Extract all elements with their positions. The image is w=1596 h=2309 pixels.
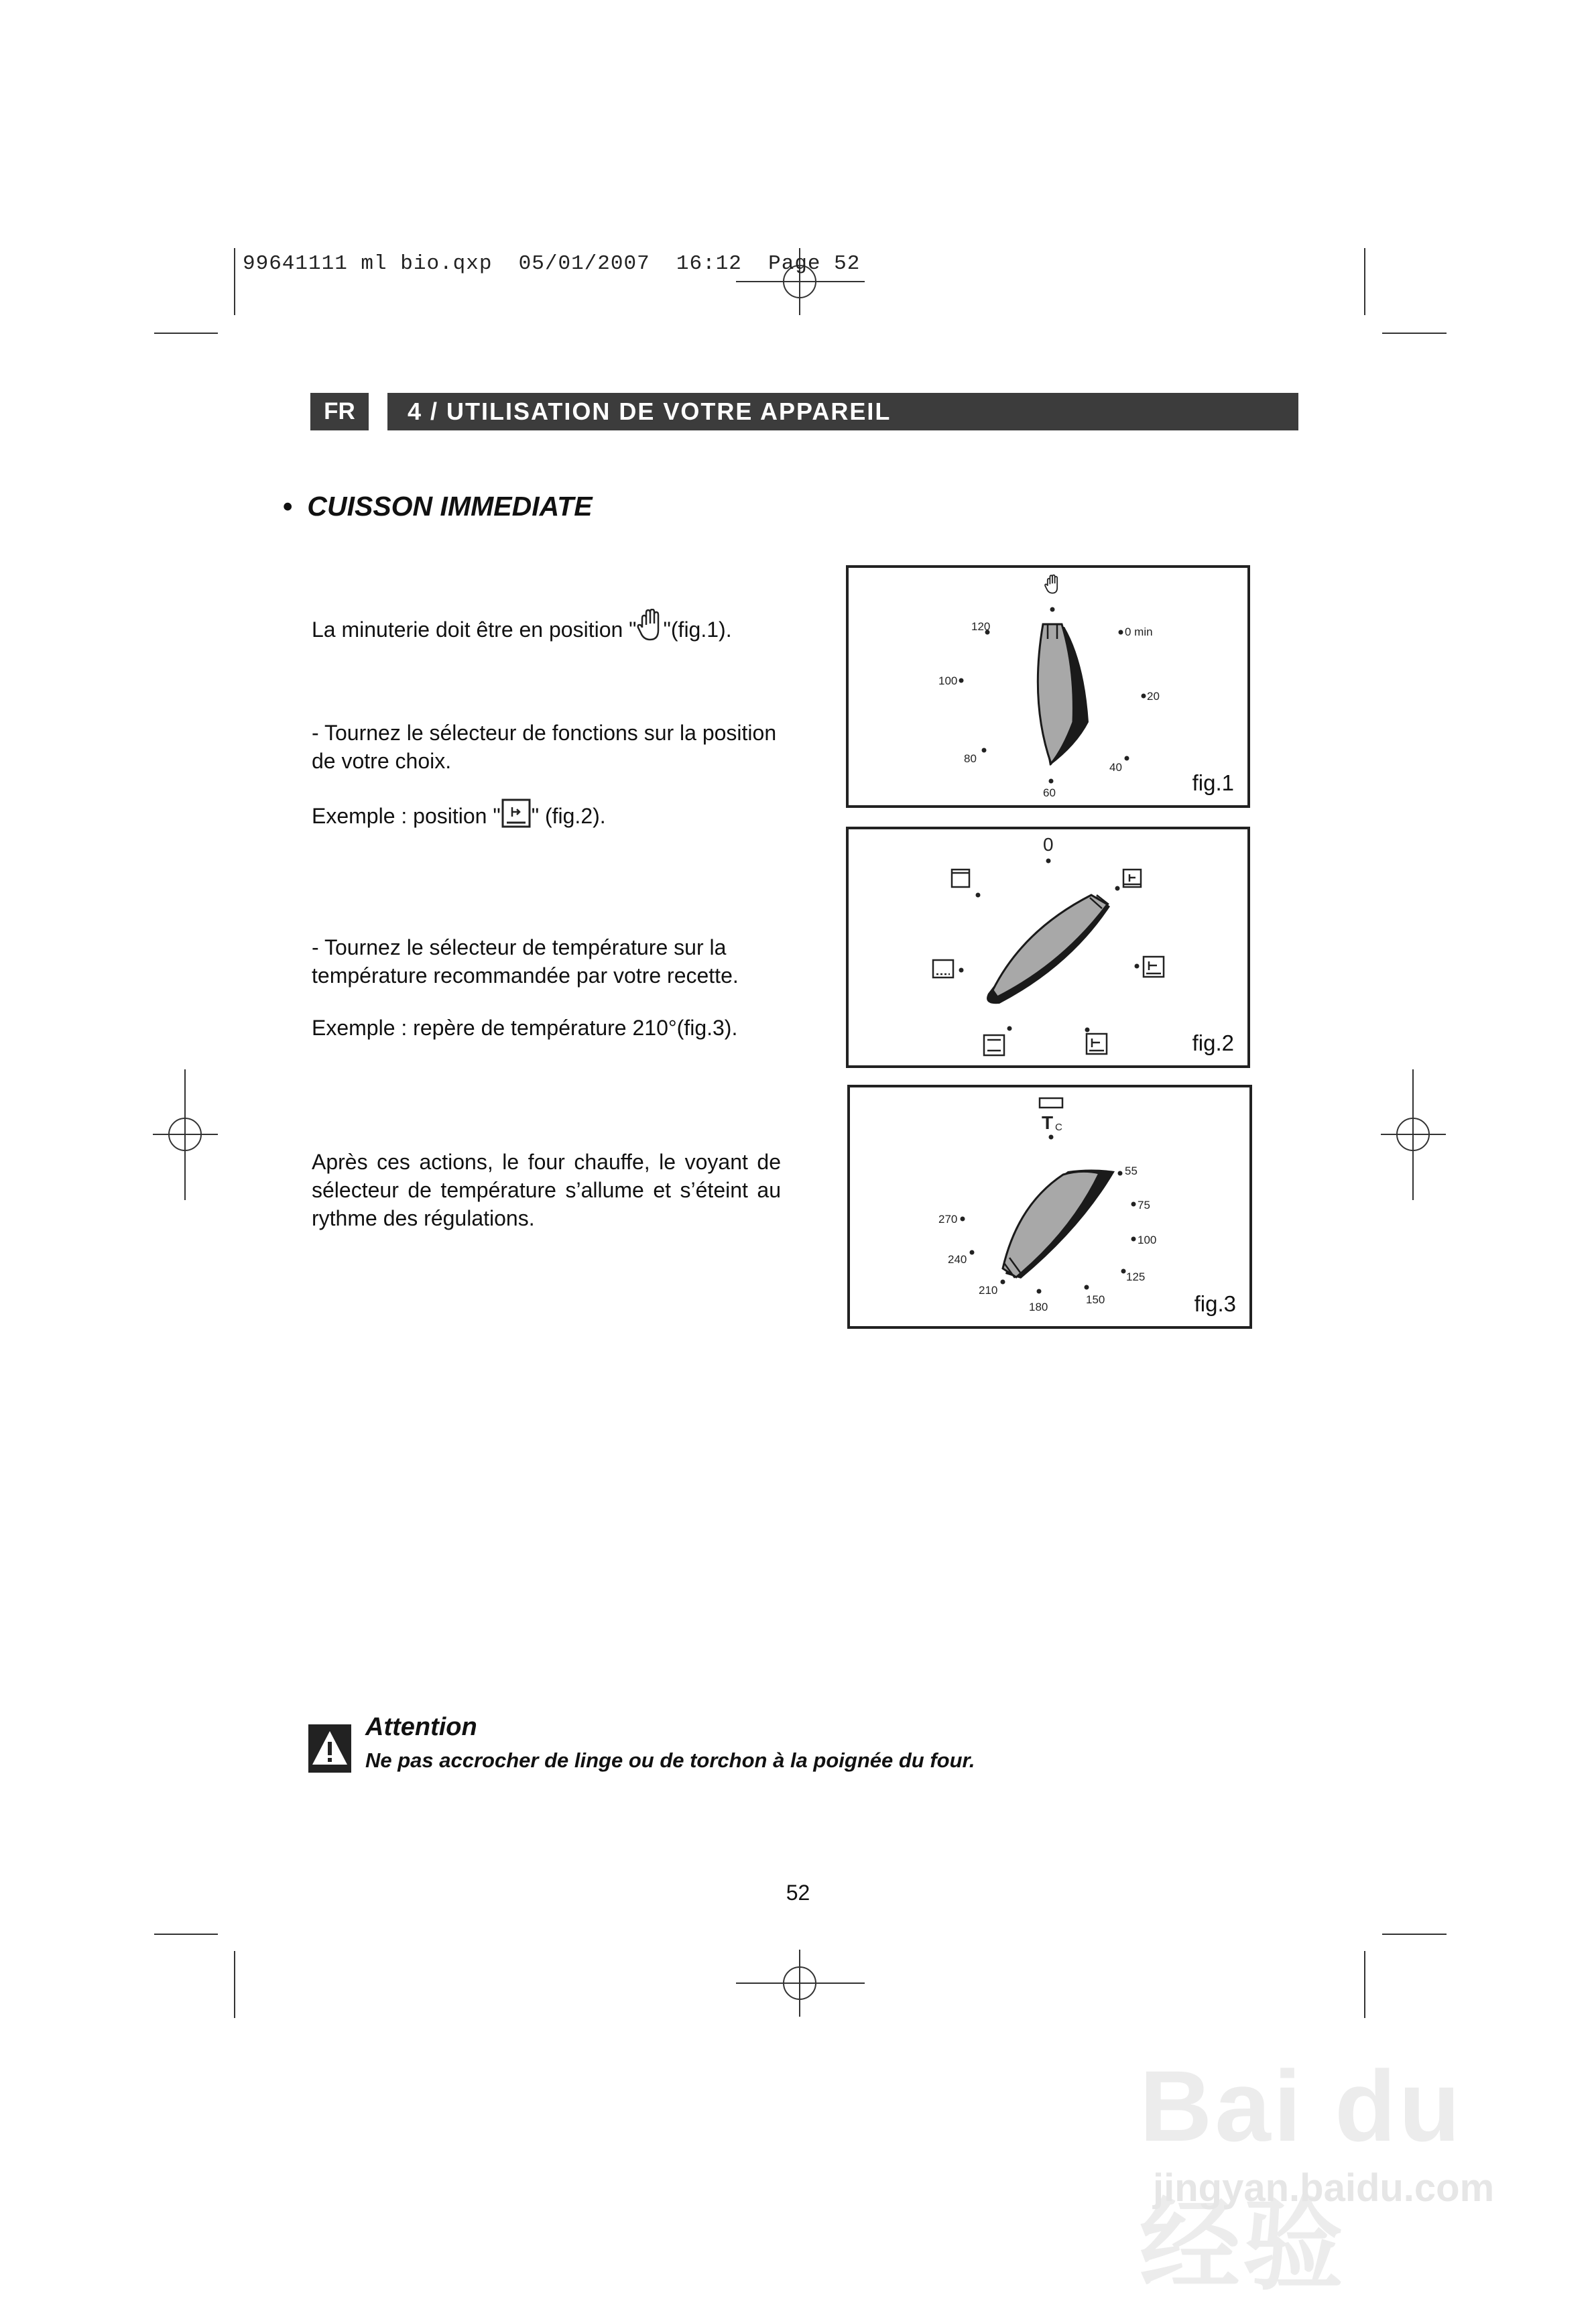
figure-function-selector [846,827,1250,1068]
section-title [283,491,593,522]
page-number: 52 [786,1881,810,1905]
p1-after: "(fig.1). [663,617,732,642]
chapter-title: 4 / UTILISATION DE VOTRE APPAREIL [387,393,1298,430]
temp-mark-150: 150 [1086,1293,1105,1306]
attention-text: Ne pas accrocher de linge ou de torchon à la poignée du four. [365,1749,975,1772]
timer-mark-40: 40 [1109,761,1122,774]
bullet: • [283,491,293,522]
watermark-url: jingyan.baidu.com [1153,2166,1495,2210]
language-tag: FR [310,393,369,430]
temperature-knob [1003,1170,1115,1279]
temp-mark-100: 100 [1138,1234,1157,1246]
temp-mark-210: 210 [979,1284,998,1297]
temp-mark-270: 270 [938,1213,958,1226]
indicator-light-icon [1040,1098,1062,1108]
figure-temperature-selector [847,1085,1252,1329]
temp-mark-125: 125 [1126,1270,1146,1283]
timer-mark-100: 100 [938,674,958,687]
timer-mark-20: 20 [1147,690,1160,703]
oven-bottom-icon [933,960,953,978]
function-knob [987,895,1110,1004]
paragraph-heating: Après ces actions, le four chauffe, le voyant de sélecteur de température s’allume et s’éteint au rythme des régulations. [312,1150,781,1230]
temp-mark-240: 240 [948,1253,967,1266]
timer-knob [1038,624,1089,766]
fig2-label: fig.2 [1192,1030,1234,1055]
section-title-text: CUISSON IMMEDIATE [307,491,593,522]
oven-fan-top-icon [1123,870,1141,887]
temperature-unit-sub: C [1055,1122,1062,1133]
timer-mark-60: 60 [1043,786,1056,799]
attention-title: Attention [365,1713,477,1741]
warning-icon [308,1724,351,1773]
temp-mark-75: 75 [1138,1199,1150,1211]
paragraph-temperature-selector: - Tournez le sélecteur de température sur la température recommandée par votre recette. [312,935,739,988]
temp-mark-55: 55 [1125,1165,1138,1177]
temperature-unit: T [1042,1112,1054,1133]
hand-mark-icon [1045,575,1057,593]
timer-mark-0: 0 min [1125,626,1153,638]
paragraph-example-temperature: Exemple : repère de température 210°(fig.3). [312,1016,738,1040]
p1-before: La minuterie doit être en position " [312,617,637,642]
watermark-brand: Bai du 经验 [1140,2050,1463,2302]
fig1-label: fig.1 [1192,770,1234,795]
p3-after: " (fig.2). [531,804,606,828]
fig3-label: fig.3 [1194,1291,1236,1316]
oven-fan-bottom-icon [1087,1034,1107,1054]
oven-fan-icon [501,798,532,829]
hand-icon [637,609,664,642]
oven-static-icon [952,870,969,887]
print-slug: 99641111 ml bio.qxp 05/01/2007 16:12 Page 52 [243,252,861,276]
timer-mark-80: 80 [964,752,977,765]
oven-grill-icon [984,1035,1004,1055]
paragraph-example-position [312,798,781,830]
function-mark-zero: 0 [1043,834,1054,855]
temp-mark-180: 180 [1029,1301,1048,1313]
oven-combined-icon [1144,957,1164,977]
p3-before: Exemple : position " [312,804,501,828]
paragraph-timer [312,609,781,644]
timer-mark-120: 120 [971,620,991,633]
paragraph-function-selector: - Tournez le sélecteur de fonctions sur la position de votre choix. [312,721,777,773]
figure-timer [846,565,1250,808]
